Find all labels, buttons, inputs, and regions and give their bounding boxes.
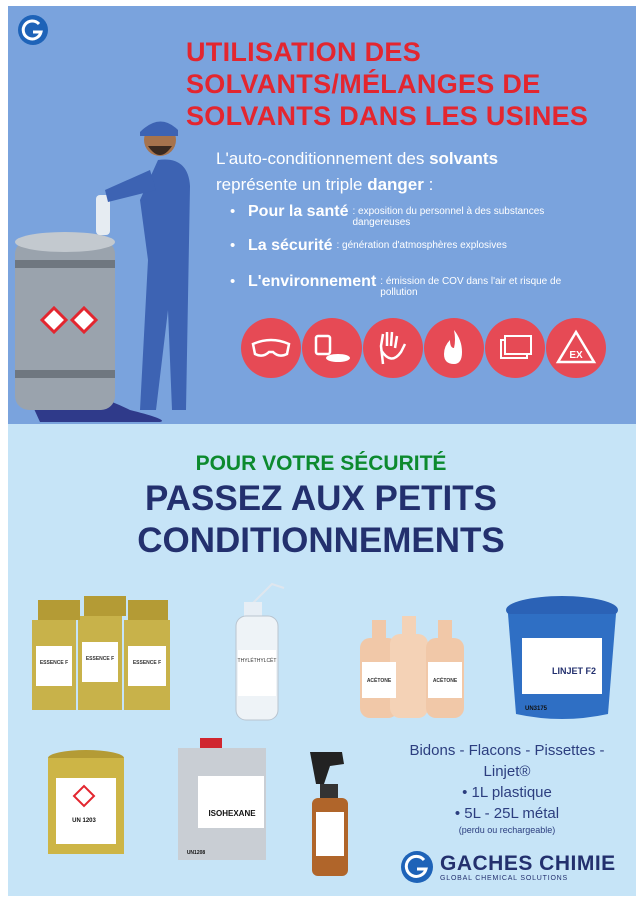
info-line-1: Bidons - Flacons - Pissettes - [409,742,605,759]
info-line-2: Linjet® [483,763,531,780]
isohexane-label: ISOHEXANE [208,809,256,818]
packaging-info [388,740,626,836]
brand-logo [400,850,616,884]
danger-item-safety: • La sécurité : génération d'atmosphères explosives [230,237,596,255]
info-line-4: • 5L - 25L métal [454,805,560,822]
spray-bottle-image [304,748,360,878]
title-line-3: SOLVANTS DANS LES USINES [186,101,589,131]
bucket-un: UN3175 [524,706,548,712]
wash-bottle-label: THYLÉTHYLCÉT [237,658,277,664]
flame-icon [424,318,484,378]
info-line-5: (perdu ou rechargeable) [458,825,556,835]
intro-bold-solvants: solvants [429,149,499,168]
gold-can-un: UN 1203 [72,818,96,824]
intro-bold-danger: danger [367,175,424,194]
spill-icon [302,318,362,378]
brand-tagline: GLOBAL CHEMICAL SOLUTIONS [440,874,569,882]
tins-label: ESSENCE F [132,660,162,666]
brand-name: GACHES CHIMIE [440,851,616,875]
ex-warning-icon [546,318,606,378]
title-line-2: SOLVANTS/MÉLANGES DE [186,69,541,99]
documents-icon [485,318,545,378]
info-line-3: • 1L plastique [462,784,552,801]
gaches-g-logo-icon [17,14,49,46]
danger-item-health: • Pour la santé : exposition du personnel à des substances dangereuses [230,203,592,228]
tins-label: ESSENCE F [39,660,69,666]
isohexane-un: UN1208 [186,850,206,856]
tins-label: ESSENCE F [85,656,115,662]
gaches-g-logo-icon [400,850,434,884]
danger-description: : émission de COV dans l'air et risque de pollution [380,276,562,298]
intro-part-3: : [423,175,434,194]
svg-text:EX: EX [569,350,583,361]
danger-item-environment: • L'environnement : émission de COV dans l'air et risque de pollution [230,273,600,298]
danger-label: Pour la santé [248,203,349,220]
intro-part-1: L'auto-conditionnement des [216,149,430,168]
title-line-1: UTILISATION DES [186,37,422,67]
subtitle: POUR VOTRE SÉCURITÉ [195,452,447,475]
danger-label: La sécurité [248,237,333,254]
goggles-icon [241,318,301,378]
metal-tins-image [28,590,174,714]
hazard-icon-row [241,318,607,378]
gloves-icon [363,318,423,378]
linjet-bucket-image [500,592,624,724]
worker-barrel-illustration [10,110,225,422]
headline-line-1: PASSEZ AUX PETITS [145,479,497,518]
acetone-bottles-image [354,612,470,722]
headline [0,478,642,562]
danger-label: L'environnement [248,273,377,290]
intro-part-2: représente un triple [216,175,368,194]
page-title [186,36,626,132]
danger-description: : exposition du personnel à des substances dangereuses [352,206,545,228]
wash-bottle-image [222,580,292,722]
isohexane-can-image [172,736,272,862]
intro-text [216,146,596,198]
bucket-label: LINJET F2 [551,666,597,676]
acetone-label: ACÉTONE [432,678,458,684]
headline-line-2: CONDITIONNEMENTS [137,521,505,560]
gold-metal-can-image [44,748,128,858]
acetone-label: ACÉTONE [366,678,392,684]
danger-description: : génération d'atmosphères explosives [336,240,507,251]
